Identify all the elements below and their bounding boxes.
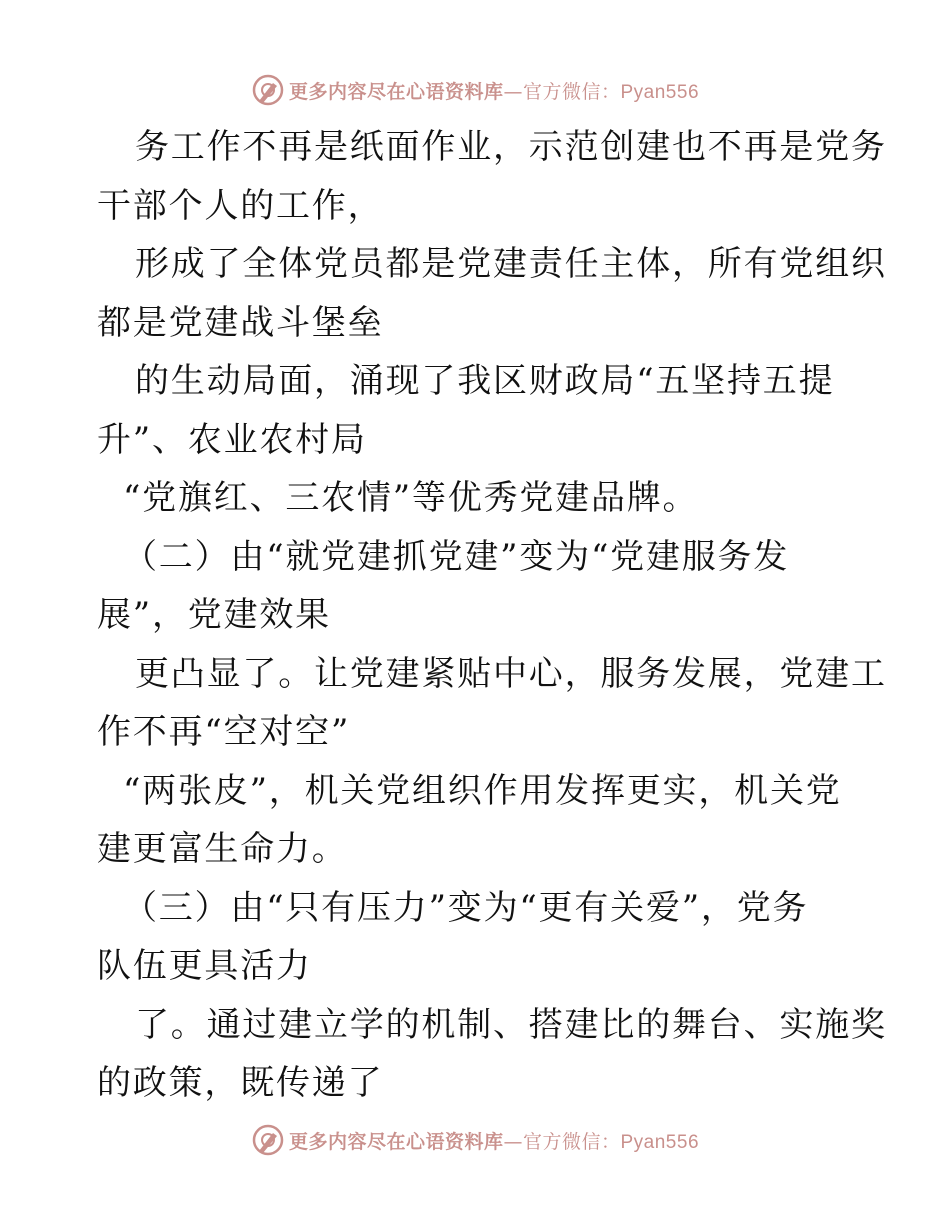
watermark-main: 更多内容尽在心语资料库: [288, 80, 504, 103]
body-line: 的政策，既传递了: [97, 1063, 384, 1103]
pen-logo-icon: [251, 73, 285, 107]
watermark-dash: —: [503, 1130, 523, 1153]
body-line: “两张皮”，机关党组织作用发挥更实，机关党: [123, 770, 842, 811]
body-line: 建更富生命力。: [97, 829, 348, 869]
watermark-official: 官方微信：: [522, 80, 621, 103]
body-line: 更凸显了。让党建紧贴中心，服务发展，党建工: [135, 653, 887, 694]
body-line: 队伍更具活力: [97, 946, 312, 986]
body-line: 的生动局面，涌现了我区财政局“五坚持五提: [135, 361, 835, 401]
watermark-id: Pyan556: [620, 81, 700, 103]
watermark-main: 更多内容尽在心语资料库: [288, 1130, 504, 1153]
watermark-text: [289, 77, 699, 104]
watermark-official: 官方微信：: [522, 1130, 621, 1153]
watermark-id: Pyan556: [620, 1131, 700, 1153]
body-line: 升”、农业农村局: [97, 419, 367, 460]
watermark-text: [289, 1127, 699, 1154]
body-line: 务工作不再是纸面作业，示范创建也不再是党务: [135, 127, 887, 167]
body-line: （二）由“就党建抓党建”变为“党建服务发: [123, 536, 790, 577]
body-line: “党旗红、三农情”等优秀党建品牌。: [123, 478, 699, 518]
body-line: 展”，党建效果: [97, 595, 331, 635]
page-footer-watermark: [0, 1120, 950, 1160]
pen-logo-icon: [251, 1123, 285, 1157]
page-header-watermark: [0, 70, 950, 110]
body-line: 都是党建战斗堡垒: [97, 302, 384, 343]
body-line: 作不再“空对空”: [97, 712, 351, 752]
body-line: 形成了全体党员都是党建责任主体，所有党组织: [135, 244, 887, 284]
document-body: [97, 118, 887, 1113]
body-line: （三）由“只有压力”变为“更有关爱”，党务: [123, 887, 809, 928]
body-line: 了。通过建立学的机制、搭建比的舞台、实施奖: [135, 1004, 887, 1045]
watermark-dash: —: [503, 80, 523, 103]
body-line: 干部个人的工作，: [97, 185, 384, 226]
